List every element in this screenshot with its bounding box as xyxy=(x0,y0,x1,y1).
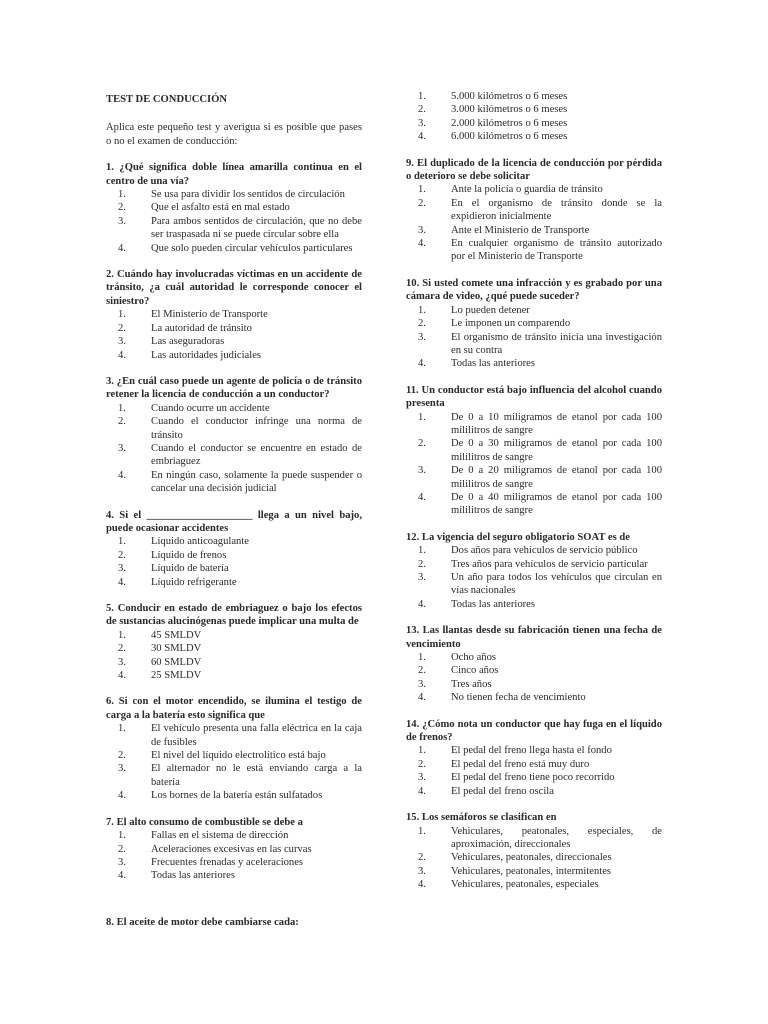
question-8-options xyxy=(406,90,662,144)
options-list xyxy=(106,829,362,883)
option: 3. Un año para todos los vehículos que circulan en vías nacionales xyxy=(418,572,662,597)
right-column xyxy=(406,90,662,905)
question-3 xyxy=(106,375,362,496)
question-title: 6. Si con el motor encendido, se ilumina el testigo de carga a la batería esto significa que xyxy=(106,696,362,721)
options-list xyxy=(406,183,662,263)
option: 3. El organismo de tránsito inicia una investigación en su contra xyxy=(418,331,662,356)
option: 4. Todas las anteriores xyxy=(118,870,235,882)
question-title: 8. El aceite de motor debe cambiarse cada: xyxy=(106,916,299,928)
options-list xyxy=(106,535,362,589)
option: 4. Que solo pueden circular vehículos particulares xyxy=(118,242,353,254)
options-list xyxy=(106,629,362,683)
option: 4. Los bornes de la batería están sulfatados xyxy=(118,790,323,802)
question-title: 10. Si usted comete una infracción y es grabado por una cámara de video, ¿qué puede suceder? xyxy=(406,277,662,303)
question-13 xyxy=(406,624,662,704)
option: 1. El Ministerio de Transporte xyxy=(118,309,268,321)
option: 3. El pedal del freno tiene poco recorrido xyxy=(418,772,615,784)
option: 1. Dos años para vehículos de servicio público xyxy=(418,545,638,557)
options-list xyxy=(406,651,662,705)
option: 2. La autoridad de tránsito xyxy=(118,322,252,334)
question-6 xyxy=(106,695,362,802)
option: 1. Vehiculares, peatonales, especiales, de aproximación, direccionales xyxy=(418,825,662,850)
options-list xyxy=(106,402,362,496)
option: 2. Vehiculares, peatonales, direccionales xyxy=(418,852,612,864)
options-list xyxy=(106,308,362,362)
option: 3. Para ambos sentidos de circulación, que no debe ser traspasada ni se puede circular sobre ella xyxy=(118,215,362,241)
option: 4. Las autoridades judiciales xyxy=(118,349,262,361)
option: 1. 45 SMLDV xyxy=(118,629,202,641)
question-title: 3. ¿En cuál caso puede un agente de policía o de tránsito retener la licencia de conducción a un conductor? xyxy=(106,375,362,401)
option: 4. 25 SMLDV xyxy=(118,670,202,682)
option: 4. En ningún caso, solamente la puede suspender o cancelar una decisión judicial xyxy=(118,469,362,495)
option: 4. Todas las anteriores xyxy=(418,598,535,610)
options-list xyxy=(406,544,662,611)
left-column xyxy=(106,90,362,942)
question-title: 4. Si el ____________________ llega a un nivel bajo, puede ocasionar accidentes xyxy=(106,509,362,534)
question-title: 13. Las llantas desde su fabricación tienen una fecha de vencimiento xyxy=(406,625,662,650)
option: 3. De 0 a 20 miligramos de etanol por cada 100 mililitros de sangre xyxy=(418,465,662,490)
option: 1. Fallas en el sistema de dirección xyxy=(118,830,289,842)
question-title: 5. Conducir en estado de embriaguez o bajo los efectos de sustancias alucinógenas puede implicar una multa de xyxy=(106,603,362,628)
question-15 xyxy=(406,811,662,891)
option: 4. 6.000 kilómetros o 6 meses xyxy=(418,131,568,143)
intro-text: Aplica este pequeño test y averigua si es posible que pases o no el examen de conducción: xyxy=(106,122,362,147)
question-7 xyxy=(106,816,362,883)
options-list xyxy=(106,188,362,255)
option: 3. El alternador no le está enviando carga a la batería xyxy=(118,763,362,788)
question-5 xyxy=(106,602,362,682)
option: 1. Se usa para dividir los sentidos de circulación xyxy=(118,189,345,201)
option: 3. 2.000 kilómetros o 6 meses xyxy=(418,117,568,129)
option: 1. Ante la policía o guardia de tránsito xyxy=(418,184,603,196)
option: 3. Frecuentes frenadas y aceleraciones xyxy=(118,856,304,868)
question-title: 15. Los semáforos se clasifican en xyxy=(406,812,557,824)
option: 3. 60 SMLDV xyxy=(118,656,202,668)
question-title: 12. La vigencia del seguro obligatorio SOAT es de xyxy=(406,531,630,543)
option: 2. Líquido de frenos xyxy=(118,549,227,561)
option: 4. De 0 a 40 miligramos de etanol por cada 100 mililitros de sangre xyxy=(418,491,662,517)
option: 4. El pedal del freno oscila xyxy=(418,785,554,797)
option: 4. En cualquier organismo de tránsito autorizado por el Ministerio de Transporte xyxy=(418,238,662,263)
option: 1. El vehículo presenta una falla eléctrica en la caja de fusibles xyxy=(118,723,362,748)
option: 3. Tres años xyxy=(418,678,492,690)
option: 2. En el organismo de tránsito donde se la expidieron inicialmente xyxy=(418,197,662,223)
option: 1. Líquido anticoagulante xyxy=(118,536,249,548)
question-title: 2. Cuándo hay involucradas víctimas en un accidente de tránsito, ¿a cuál autoridad le corresponde conocer el siniestro? xyxy=(106,269,362,307)
option: 1. El pedal del freno llega hasta el fondo xyxy=(418,745,612,757)
option: 1. Cuando ocurre un accidente xyxy=(118,402,270,414)
option: 4. Vehiculares, peatonales, especiales xyxy=(418,879,599,891)
question-title: 1. ¿Qué significa doble línea amarilla continua en el centro de una vía? xyxy=(106,162,362,187)
option: 2. Cinco años xyxy=(418,665,499,677)
option: 3. Cuando el conductor se encuentre en estado de embriaguez xyxy=(118,442,362,468)
option: 2. De 0 a 30 miligramos de etanol por cada 100 mililitros de sangre xyxy=(418,438,662,463)
option: 3. Líquido de batería xyxy=(118,563,229,575)
options-list xyxy=(106,722,362,802)
option: 2. Cuando el conductor infringe una norma de tránsito xyxy=(118,416,362,441)
question-2 xyxy=(106,268,362,362)
option: 3. Las aseguradoras xyxy=(118,336,225,348)
option: 1. Lo pueden detener xyxy=(418,304,530,316)
option: 1. 5.000 kilómetros o 6 meses xyxy=(418,91,568,102)
option: 4. Líquido refrigerante xyxy=(118,576,237,588)
question-14 xyxy=(406,718,662,798)
question-9 xyxy=(406,157,662,264)
option: 1. De 0 a 10 miligramos de etanol por cada 100 mililitros de sangre xyxy=(418,411,662,436)
options-list xyxy=(406,744,662,798)
option: 2. El nivel del líquido electrolítico está bajo xyxy=(118,750,326,762)
question-title: 14. ¿Cómo nota un conductor que hay fuga en el líquido de frenos? xyxy=(406,718,662,744)
question-4 xyxy=(106,509,362,589)
option: 4. No tienen fecha de vencimiento xyxy=(418,692,586,704)
document-title: TEST DE CONDUCCIÓN xyxy=(106,94,228,105)
option: 3. Vehiculares, peatonales, intermitentes xyxy=(418,865,612,877)
question-title: 7. El alto consumo de combustible se debe a xyxy=(106,816,303,828)
option: 2. Le imponen un comparendo xyxy=(418,318,571,330)
question-10 xyxy=(406,277,662,371)
option: 2. 3.000 kilómetros o 6 meses xyxy=(418,104,568,116)
option: 2. Aceleraciones excesivas en las curvas xyxy=(118,843,312,855)
question-title: 11. Un conductor está bajo influencia del alcohol cuando presenta xyxy=(406,384,662,410)
option: 1. Ocho años xyxy=(418,652,497,664)
option: 3. Ante el Ministerio de Transporte xyxy=(418,224,590,236)
question-1 xyxy=(106,161,362,255)
option: 4. Todas las anteriores xyxy=(418,358,535,370)
option: 2. El pedal del freno está muy duro xyxy=(418,758,590,770)
question-11 xyxy=(406,384,662,518)
option: 2. 30 SMLDV xyxy=(118,643,202,655)
question-12 xyxy=(406,531,662,611)
options-list xyxy=(406,90,662,144)
question-8-title-block xyxy=(106,916,362,929)
option: 2. Tres años para vehículos de servicio particular xyxy=(418,558,648,570)
options-list xyxy=(406,411,662,518)
option: 2. Que el asfalto está en mal estado xyxy=(118,202,290,214)
question-title: 9. El duplicado de la licencia de conducción por pérdida o deterioro se debe solicitar xyxy=(406,157,662,183)
options-list xyxy=(406,825,662,892)
options-list xyxy=(406,304,662,371)
